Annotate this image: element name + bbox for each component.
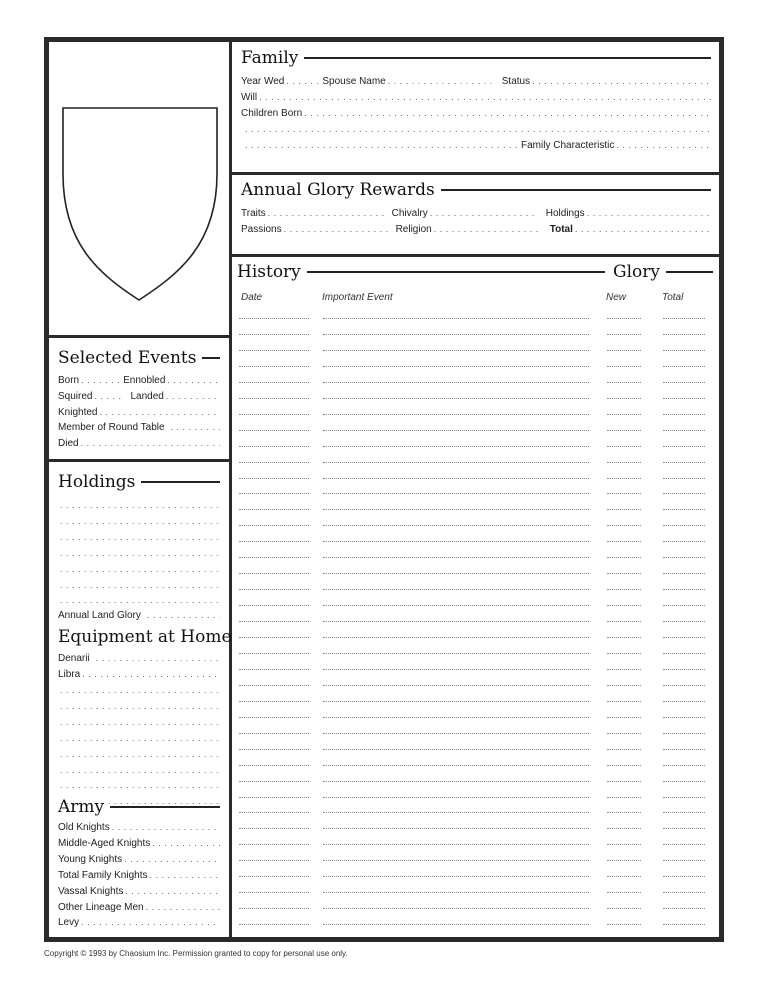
history-total-glory-field[interactable] [663,685,705,687]
history-event-field[interactable] [323,605,589,607]
history-new-glory-field[interactable] [607,589,641,591]
history-date-field[interactable] [239,844,309,846]
history-total-glory-field[interactable] [663,701,705,703]
history-new-glory-field[interactable] [607,876,641,878]
history-row[interactable] [239,781,709,791]
history-new-glory-field[interactable] [607,621,641,623]
army-field-label: Old Knights [58,822,110,833]
army-field-label: Vassal Knights [58,885,124,897]
history-new-glory-field[interactable] [607,797,641,799]
equipment-title: Equipment at Home [58,627,232,647]
history-date-field[interactable] [239,733,309,735]
history-event-field[interactable] [323,908,589,910]
army-field-label: Total Family Knights [58,869,148,881]
history-row[interactable] [239,557,709,567]
history-total-glory-field[interactable] [663,334,705,336]
history-row[interactable] [239,446,709,456]
equipment-blank-line[interactable] [58,685,220,695]
history-new-glory-field[interactable] [607,462,641,464]
history-row[interactable] [239,860,709,870]
history-total-glory-field[interactable] [663,733,705,735]
history-total-glory-field[interactable] [663,589,705,591]
history-total-glory-field[interactable] [663,493,705,495]
history-row[interactable] [239,685,709,695]
history-new-glory-field[interactable] [607,557,641,559]
history-col-date: Date [241,292,263,303]
history-row[interactable] [239,621,709,631]
selected-events-title: Selected Events [58,348,220,368]
history-date-field[interactable] [239,621,309,623]
army-title: Army [58,797,220,817]
history-date-field[interactable] [239,797,309,799]
family-characteristic-row[interactable]: . . . Family Characteristic . . . [243,140,711,151]
glory-rewards-row-1[interactable]: Traits . . . Chivalry . . . Holdings . . . [241,208,711,219]
army-field[interactable] [58,838,220,849]
history-total-glory-field[interactable] [663,797,705,799]
history-total-glory-field[interactable] [663,414,705,416]
army-field[interactable] [58,902,220,913]
history-total-glory-field[interactable] [663,828,705,830]
history-date-field[interactable] [239,876,309,878]
column-divider [229,42,232,937]
knighted-field[interactable]: Knighted . . . [58,407,220,418]
history-new-glory-field[interactable] [607,828,641,830]
history-new-glory-field[interactable] [607,478,641,480]
history-date-field[interactable] [239,924,309,926]
history-date-field[interactable] [239,860,309,862]
history-new-glory-field[interactable] [607,765,641,767]
glory-rewards-title: Annual Glory Rewards [241,180,711,200]
history-date-field[interactable] [239,493,309,495]
history-date-field[interactable] [239,892,309,894]
history-row[interactable] [239,797,709,807]
history-total-glory-field[interactable] [663,876,705,878]
history-col-event: Important Event [322,292,393,303]
history-row[interactable] [239,924,709,934]
history-new-glory-field[interactable] [607,812,641,814]
history-event-field[interactable] [323,541,589,543]
equipment-blank-line[interactable] [58,765,220,775]
army-field[interactable] [58,822,220,833]
history-total-glory-field[interactable] [663,541,705,543]
history-total-glory-field[interactable] [663,924,705,926]
history-row[interactable] [239,334,709,344]
annual-land-glory-field[interactable]: Annual Land Glory . . . [58,610,220,621]
history-total-glory-field[interactable] [663,478,705,480]
history-date-field[interactable] [239,605,309,607]
left-divider-2 [49,459,230,462]
history-date-field[interactable] [239,749,309,751]
history-new-glory-field[interactable] [607,493,641,495]
history-new-glory-field[interactable] [607,398,641,400]
glory-title: Glory [609,262,713,282]
history-new-glory-field[interactable] [607,605,641,607]
history-total-glory-field[interactable] [663,812,705,814]
left-divider-1 [49,335,230,338]
history-new-glory-field[interactable] [607,318,641,320]
history-new-glory-field[interactable] [607,781,641,783]
history-total-glory-field[interactable] [663,462,705,464]
history-date-field[interactable] [239,478,309,480]
history-total-glory-field[interactable] [663,509,705,511]
holdings-blank-line[interactable] [58,500,220,510]
history-event-field[interactable] [323,334,589,336]
history-new-glory-field[interactable] [607,541,641,543]
squired-landed-row[interactable]: Squired . . . Landed . . . [58,391,220,402]
history-date-field[interactable] [239,701,309,703]
army-field-label: Levy [58,917,80,929]
history-new-glory-field[interactable] [607,525,641,527]
history-date-field[interactable] [239,589,309,591]
history-total-glory-field[interactable] [663,860,705,862]
history-total-glory-field[interactable] [663,318,705,320]
history-total-glory-field[interactable] [663,749,705,751]
history-row[interactable] [239,462,709,472]
army-field[interactable] [58,870,220,881]
history-date-field[interactable] [239,525,309,527]
history-event-field[interactable] [323,318,589,320]
equipment-blank-line[interactable] [58,733,220,743]
history-event-field[interactable] [323,685,589,687]
army-field[interactable] [58,917,220,928]
army-field-label: Other Lineage Men [58,901,144,913]
history-row[interactable] [239,493,709,503]
history-row[interactable] [239,589,709,599]
born-ennobled-row[interactable]: Born . . . Ennobled . . . [58,375,220,386]
history-new-glory-field[interactable] [607,685,641,687]
history-new-glory-field[interactable] [607,446,641,448]
glory-rewards-row-2[interactable]: Passions . . . Religion . . . Total . . . [241,224,711,235]
history-date-field[interactable] [239,414,309,416]
history-event-field[interactable] [323,733,589,735]
history-total-glory-field[interactable] [663,653,705,655]
history-date-field[interactable] [239,509,309,511]
history-event-field[interactable] [323,557,589,559]
family-blank-line[interactable] [243,124,711,134]
history-row[interactable] [239,908,709,918]
history-row[interactable] [239,509,709,519]
history-row[interactable] [239,812,709,822]
family-title: Family [241,48,711,68]
history-new-glory-field[interactable] [607,350,641,352]
history-date-field[interactable] [239,812,309,814]
died-field[interactable]: Died . . . [58,438,220,449]
holdings-blank-line[interactable] [58,595,220,605]
history-new-glory-field[interactable] [607,701,641,703]
history-date-field[interactable] [239,908,309,910]
history-new-glory-field[interactable] [607,908,641,910]
history-event-field[interactable] [323,924,589,926]
army-field[interactable] [58,886,220,897]
history-row[interactable] [239,749,709,759]
history-date-field[interactable] [239,446,309,448]
history-new-glory-field[interactable] [607,414,641,416]
history-row[interactable] [239,765,709,775]
history-event-field[interactable] [323,525,589,527]
history-new-glory-field[interactable] [607,637,641,639]
libra-field[interactable]: Libra . . . [58,669,220,680]
army-field[interactable] [58,854,220,865]
history-event-field[interactable] [323,462,589,464]
family-row-1[interactable]: Year Wed . . . Spouse Name . . . Status . . . [241,76,711,87]
history-date-field[interactable] [239,462,309,464]
history-row[interactable] [239,366,709,376]
history-event-field[interactable] [323,637,589,639]
shield-icon [59,104,219,304]
holdings-blank-line[interactable] [58,580,220,590]
history-date-field[interactable] [239,557,309,559]
history-event-field[interactable] [323,828,589,830]
history-date-field[interactable] [239,382,309,384]
history-row[interactable] [239,828,709,838]
history-new-glory-field[interactable] [607,892,641,894]
history-event-field[interactable] [323,797,589,799]
history-total-glory-field[interactable] [663,908,705,910]
history-event-field[interactable] [323,589,589,591]
history-date-field[interactable] [239,430,309,432]
history-total-glory-field[interactable] [663,525,705,527]
history-row[interactable] [239,430,709,440]
history-row[interactable] [239,669,709,679]
history-event-field[interactable] [323,717,589,719]
history-row[interactable] [239,605,709,615]
history-new-glory-field[interactable] [607,717,641,719]
history-total-glory-field[interactable] [663,621,705,623]
family-children-field[interactable]: Children Born . . . [241,108,711,119]
history-row[interactable] [239,637,709,647]
history-event-field[interactable] [323,621,589,623]
history-new-glory-field[interactable] [607,669,641,671]
history-date-field[interactable] [239,637,309,639]
history-event-field[interactable] [323,350,589,352]
history-col-total: Total [662,292,684,303]
history-date-field[interactable] [239,350,309,352]
history-new-glory-field[interactable] [607,573,641,575]
history-event-field[interactable] [323,701,589,703]
history-new-glory-field[interactable] [607,653,641,655]
history-date-field[interactable] [239,398,309,400]
history-row[interactable] [239,733,709,743]
round-table-field[interactable]: Member of Round Table . . . [58,422,220,433]
history-event-field[interactable] [323,892,589,894]
history-row[interactable] [239,653,709,663]
history-date-field[interactable] [239,653,309,655]
equipment-blank-line[interactable] [58,717,220,727]
history-row[interactable] [239,350,709,360]
history-event-field[interactable] [323,446,589,448]
history-new-glory-field[interactable] [607,924,641,926]
history-new-glory-field[interactable] [607,844,641,846]
history-event-field[interactable] [323,398,589,400]
history-date-field[interactable] [239,781,309,783]
history-date-field[interactable] [239,669,309,671]
history-total-glory-field[interactable] [663,669,705,671]
holdings-blank-line[interactable] [58,516,220,526]
history-event-field[interactable] [323,366,589,368]
history-total-glory-field[interactable] [663,557,705,559]
history-row[interactable] [239,525,709,535]
history-event-field[interactable] [323,573,589,575]
equipment-blank-line[interactable] [58,780,220,790]
history-row[interactable] [239,717,709,727]
history-total-glory-field[interactable] [663,350,705,352]
history-event-field[interactable] [323,860,589,862]
history-date-field[interactable] [239,828,309,830]
history-total-glory-field[interactable] [663,717,705,719]
history-new-glory-field[interactable] [607,430,641,432]
history-event-field[interactable] [323,781,589,783]
history-total-glory-field[interactable] [663,892,705,894]
history-event-field[interactable] [323,749,589,751]
history-event-field[interactable] [323,414,589,416]
equipment-blank-line[interactable] [58,701,220,711]
history-total-glory-field[interactable] [663,366,705,368]
right-divider-2 [230,254,720,257]
history-total-glory-field[interactable] [663,573,705,575]
history-title: History [237,262,605,282]
history-total-glory-field[interactable] [663,844,705,846]
history-new-glory-field[interactable] [607,749,641,751]
history-new-glory-field[interactable] [607,733,641,735]
right-divider-1 [230,172,720,175]
history-row[interactable] [239,701,709,711]
holdings-blank-line[interactable] [58,532,220,542]
history-date-field[interactable] [239,541,309,543]
history-date-field[interactable] [239,685,309,687]
history-event-field[interactable] [323,478,589,480]
history-event-field[interactable] [323,876,589,878]
history-date-field[interactable] [239,573,309,575]
history-row[interactable] [239,541,709,551]
history-row[interactable] [239,318,709,328]
history-event-field[interactable] [323,382,589,384]
history-event-field[interactable] [323,509,589,511]
history-row[interactable] [239,478,709,488]
history-event-field[interactable] [323,653,589,655]
history-col-new: New [606,292,627,303]
history-event-field[interactable] [323,430,589,432]
history-total-glory-field[interactable] [663,446,705,448]
history-row[interactable] [239,382,709,392]
history-date-field[interactable] [239,318,309,320]
history-row[interactable] [239,876,709,886]
history-total-glory-field[interactable] [663,765,705,767]
history-row[interactable] [239,414,709,424]
history-total-glory-field[interactable] [663,430,705,432]
family-will-field[interactable]: Will . . . [241,92,711,103]
holdings-blank-line[interactable] [58,564,220,574]
history-total-glory-field[interactable] [663,605,705,607]
history-total-glory-field[interactable] [663,382,705,384]
denarii-field[interactable]: Denarii . . . [58,653,220,664]
history-total-glory-field[interactable] [663,781,705,783]
history-date-field[interactable] [239,366,309,368]
history-date-field[interactable] [239,765,309,767]
history-event-field[interactable] [323,493,589,495]
equipment-blank-line[interactable] [58,749,220,759]
history-event-field[interactable] [323,812,589,814]
history-event-field[interactable] [323,844,589,846]
history-row[interactable] [239,844,709,854]
history-total-glory-field[interactable] [663,637,705,639]
history-total-glory-field[interactable] [663,398,705,400]
character-sheet [44,37,724,942]
history-date-field[interactable] [239,717,309,719]
history-event-field[interactable] [323,669,589,671]
history-new-glory-field[interactable] [607,334,641,336]
army-field-label: Young Knights [58,853,123,865]
copyright-notice: Copyright © 1993 by Chaosium Inc. Permission granted to copy for personal use only. [44,949,348,958]
history-date-field[interactable] [239,334,309,336]
holdings-blank-line[interactable] [58,548,220,558]
history-new-glory-field[interactable] [607,382,641,384]
history-row[interactable] [239,398,709,408]
history-new-glory-field[interactable] [607,509,641,511]
history-row[interactable] [239,573,709,583]
history-new-glory-field[interactable] [607,860,641,862]
army-field-label: Middle-Aged Knights [58,837,151,849]
history-row[interactable] [239,892,709,902]
history-new-glory-field[interactable] [607,366,641,368]
history-event-field[interactable] [323,765,589,767]
holdings-title: Holdings [58,472,220,492]
